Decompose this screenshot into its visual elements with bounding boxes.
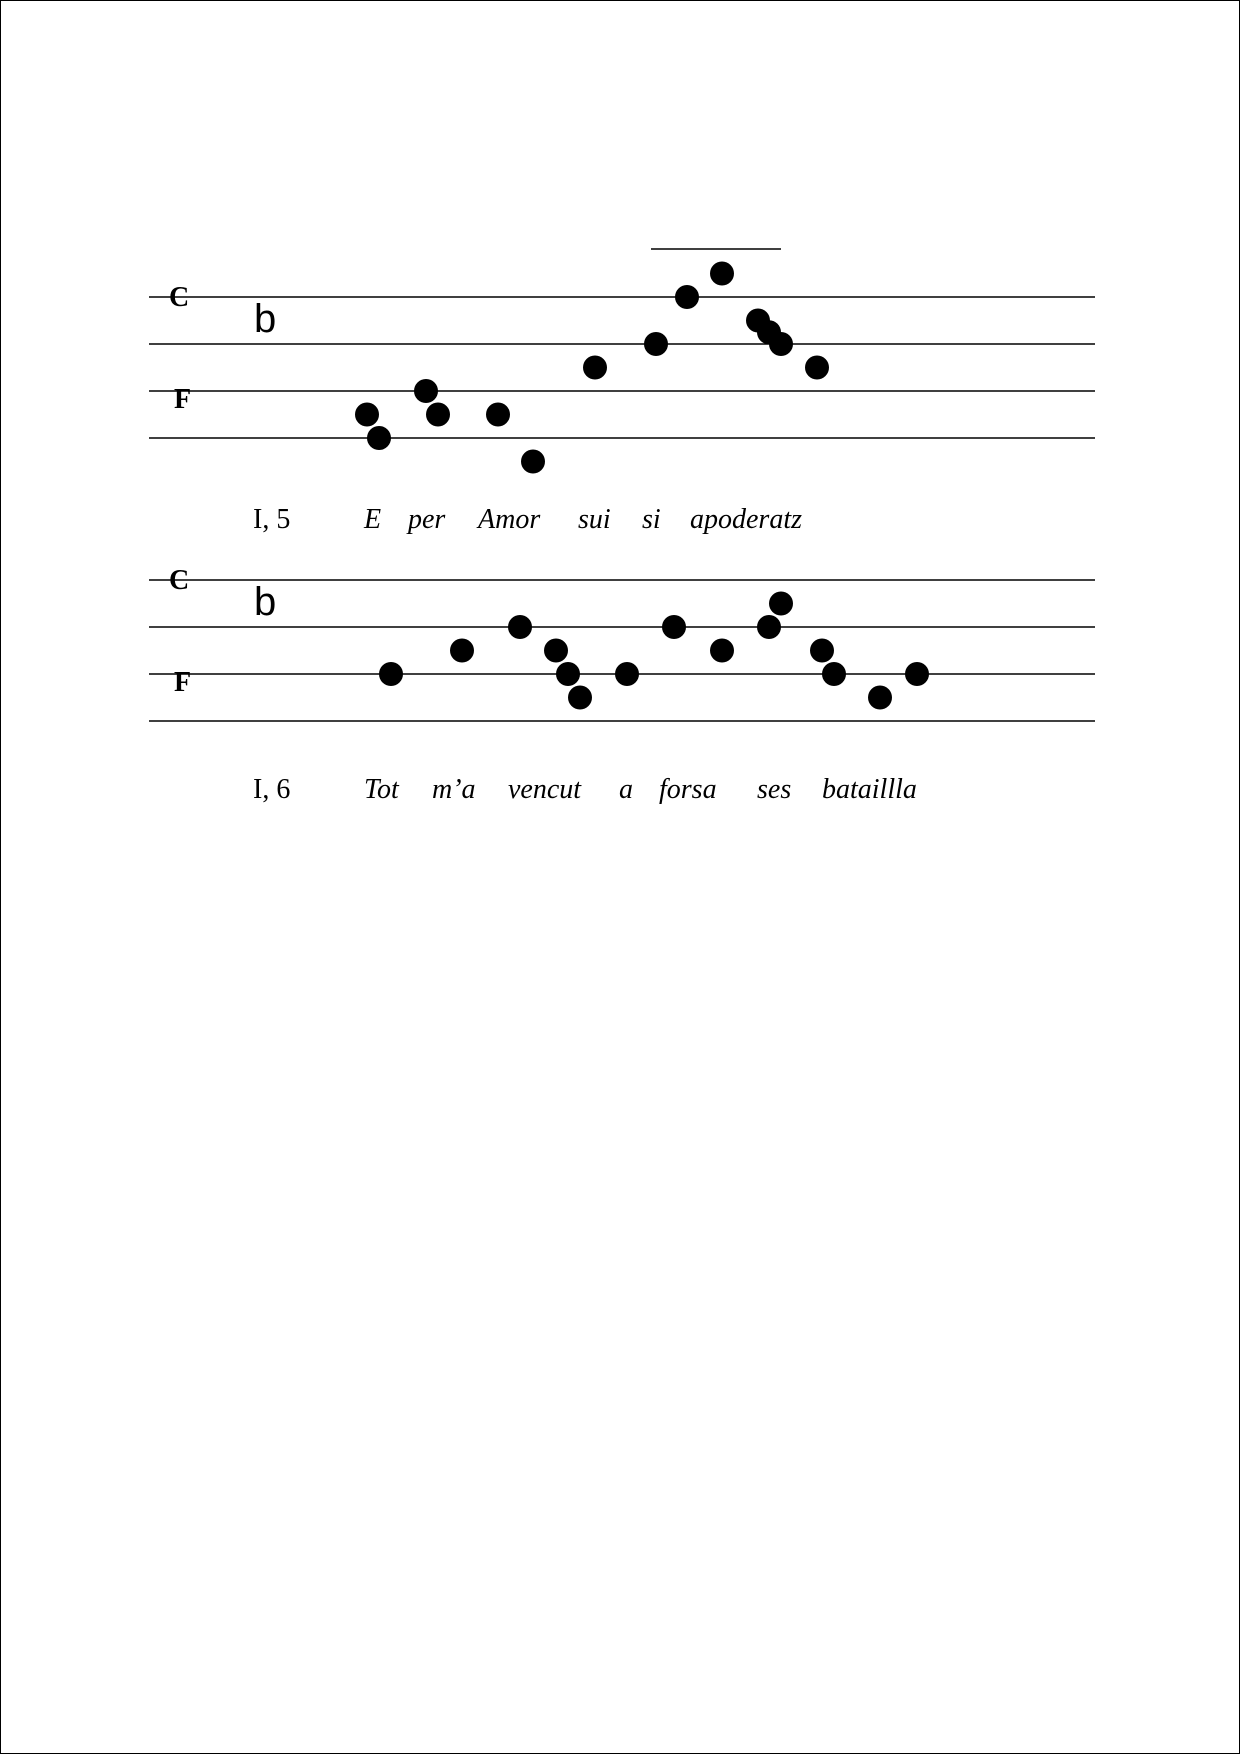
c-clef: C: [169, 282, 190, 313]
lyric-syllable: Amor: [478, 504, 541, 535]
note-head: [367, 426, 391, 450]
note-head: [757, 615, 781, 639]
lyric-syllable: a: [619, 774, 633, 805]
lyric-syllable: bataillla: [822, 774, 917, 805]
flat-sign: b: [254, 580, 277, 624]
note-head: [414, 379, 438, 403]
note-head: [644, 332, 668, 356]
note-head: [769, 592, 793, 616]
note-head: [355, 403, 379, 427]
lyric-syllable: Tot: [364, 774, 399, 805]
f-clef: F: [174, 384, 192, 415]
notes-group: [355, 262, 829, 474]
lyric-syllable: sui: [578, 504, 611, 535]
c-clef: C: [169, 565, 190, 596]
flat-sign: b: [254, 297, 277, 341]
note-head: [710, 262, 734, 286]
note-head: [710, 639, 734, 663]
lyric-syllable: si: [642, 504, 661, 535]
note-head: [568, 686, 592, 710]
note-head: [822, 662, 846, 686]
note-head: [426, 403, 450, 427]
lyric-syllable: m’a: [432, 774, 476, 805]
note-head: [662, 615, 686, 639]
note-head: [544, 639, 568, 663]
lyric-syllable: forsa: [659, 774, 717, 805]
staff-canvas: [1, 1, 1240, 1755]
lyric-syllable: apoderatz: [690, 504, 802, 535]
note-head: [521, 450, 545, 474]
line-reference: I, 5: [253, 504, 291, 535]
note-head: [675, 285, 699, 309]
lyric-syllable: E: [364, 504, 382, 535]
note-head: [379, 662, 403, 686]
lyric-syllable: per: [408, 504, 446, 535]
f-clef: F: [174, 667, 192, 698]
note-head: [583, 356, 607, 380]
staff-system-1: [149, 249, 1095, 474]
note-head: [905, 662, 929, 686]
note-head: [769, 332, 793, 356]
staff-system-2: [149, 580, 1095, 721]
note-head: [508, 615, 532, 639]
note-head: [450, 639, 474, 663]
note-head: [486, 403, 510, 427]
lyric-syllable: ses: [757, 774, 792, 805]
lyric-syllable: vencut: [508, 774, 582, 805]
note-head: [556, 662, 580, 686]
note-head: [810, 639, 834, 663]
note-head: [805, 356, 829, 380]
note-head: [868, 686, 892, 710]
line-reference: I, 6: [253, 774, 291, 805]
note-head: [615, 662, 639, 686]
notes-group: [379, 592, 929, 710]
